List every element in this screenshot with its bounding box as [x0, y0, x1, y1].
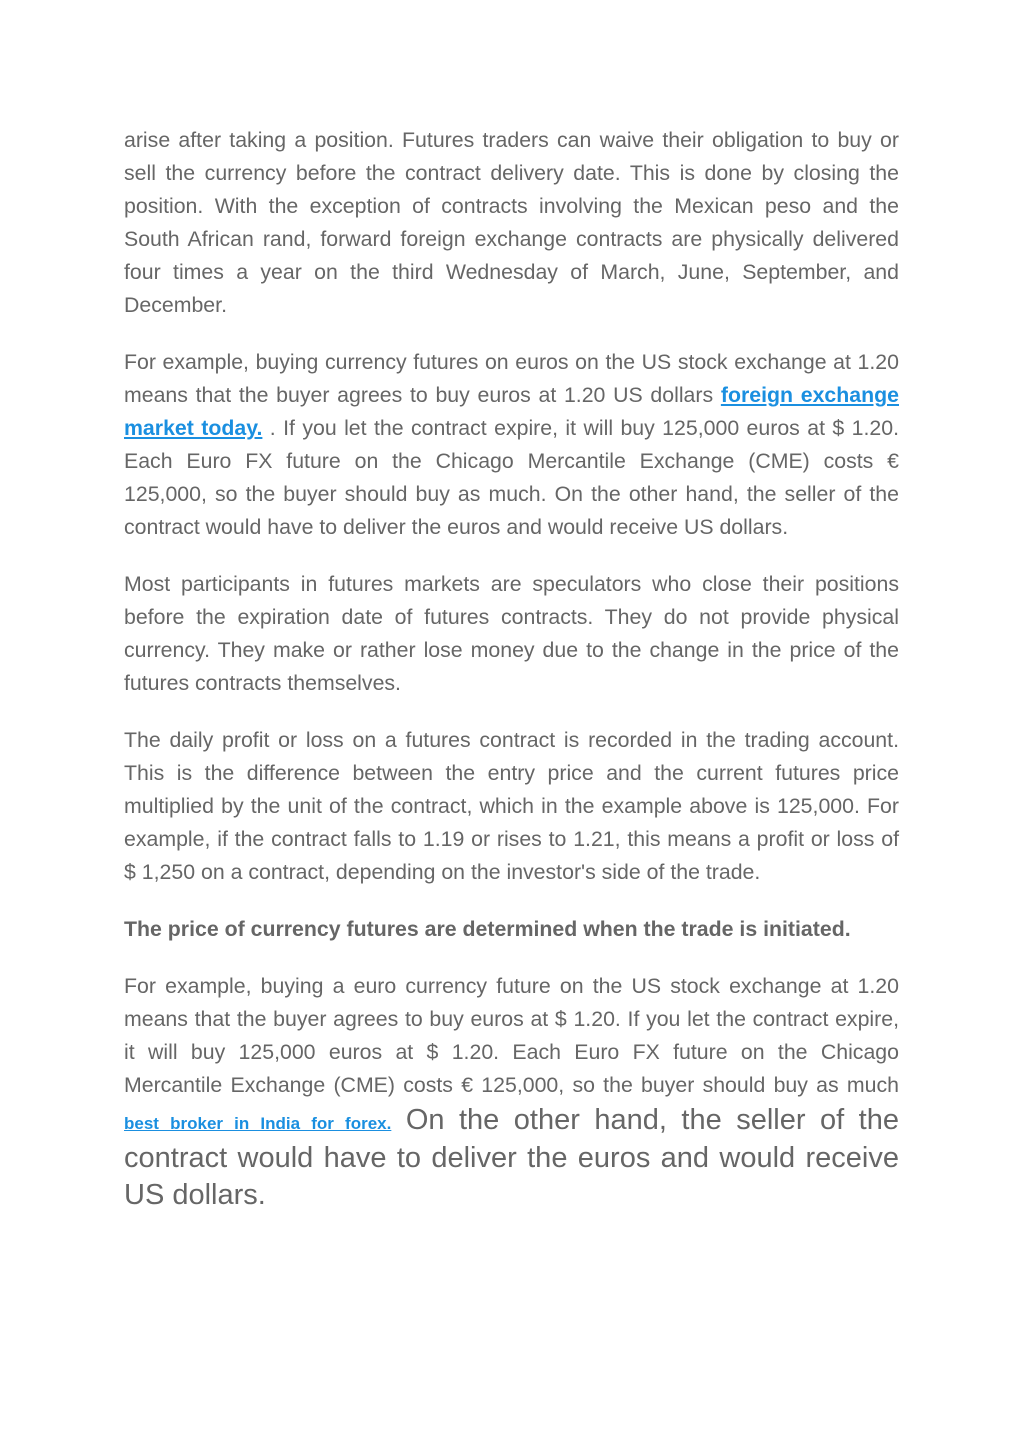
section-heading: The price of currency futures are determined when the trade is initiated. — [124, 917, 851, 941]
paragraph-text-large: On the other hand, the seller of the contract would have to deliver the euros and would receive US dollars. — [124, 1104, 899, 1211]
document-page — [124, 124, 899, 1238]
paragraph-delivery: arise after taking a position. Futures traders can waive their obligation to buy or sell the currency before the contract delivery date. This is done by closing the position. With the exception of contracts involving the Mexican peso and the South African rand, forward foreign exchange contracts are physically delivered four times a year on the third Wednesday of March, June, September, and December. — [124, 128, 899, 317]
best-broker-link[interactable]: best broker in India for forex. — [124, 1114, 392, 1133]
paragraph-text-after-link: . If you let the contract expire, it will buy 125,000 euros at $ 1.20. Each Euro FX future on the Chicago Mercantile Exchange (CME) costs € 125,000, so the buyer should buy as much. On the other hand, the seller of the contract would have to deliver the euros and would receive US dollars. — [124, 416, 899, 539]
paragraph-daily-profit: The daily profit or loss on a futures contract is recorded in the trading account. This is the difference between the entry price and the current futures price multiplied by the unit of the contract, which in the example above is 125,000. For example, if the contract falls to 1.19 or rises to 1.21, this means a profit or loss of $ 1,250 on a contract, depending on the investor's side of the trade. — [124, 728, 899, 884]
paragraph-speculators: Most participants in futures markets are speculators who close their positions before the expiration date of futures contracts. They do not provide physical currency. They make or rather lose money due to the change in the price of the futures contracts themselves. — [124, 572, 899, 695]
paragraph-text-before-link: For example, buying a euro currency future on the US stock exchange at 1.20 means that the buyer agrees to buy euros at $ 1.20. If you let the contract expire, it will buy 125,000 euros at $ 1.20. Each Euro FX future on the Chicago Mercantile Exchange (CME) costs € 125,000, so the buyer should buy as much — [124, 974, 899, 1097]
paragraph-euro-example — [124, 970, 899, 1214]
foreign-exchange-market-link[interactable]: foreign exchange market today. — [124, 383, 899, 440]
paragraph-text-before-link: For example, buying currency futures on euros on the US stock exchange at 1.20 means that the buyer agrees to buy euros at 1.20 US dollars — [124, 350, 899, 407]
paragraph-example-futures — [124, 346, 899, 544]
